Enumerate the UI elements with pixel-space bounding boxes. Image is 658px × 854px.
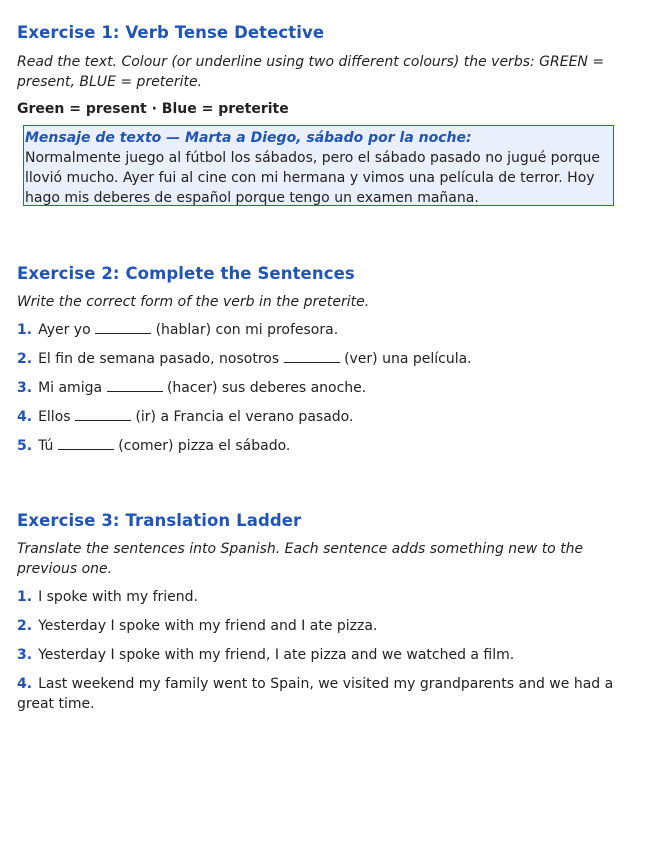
item-number: 3. bbox=[17, 380, 33, 396]
exercise-3-title: Exercise 3: Translation Ladder bbox=[17, 511, 302, 530]
exercise-3 bbox=[17, 510, 637, 714]
exercise-1 bbox=[17, 22, 637, 119]
list-item bbox=[17, 587, 637, 607]
answer-blank[interactable] bbox=[107, 379, 163, 392]
item-text: I spoke with my friend. bbox=[38, 589, 198, 605]
item-text-after: (ir) a Francia el verano pasado. bbox=[135, 409, 354, 425]
item-text-before: Ellos bbox=[38, 409, 71, 425]
item-text-before: Ayer yo bbox=[38, 322, 91, 338]
exercise-2-list bbox=[17, 320, 637, 456]
item-number: 3. bbox=[17, 647, 33, 663]
text-message-heading: Mensaje de texto — Marta a Diego, sábado por la noche: bbox=[25, 130, 472, 146]
item-number: 1. bbox=[17, 589, 33, 605]
item-number: 4. bbox=[17, 409, 33, 425]
answer-blank[interactable] bbox=[95, 321, 151, 334]
item-text-after: (hablar) con mi profesora. bbox=[155, 322, 339, 338]
list-item bbox=[17, 436, 637, 456]
exercise-1-title: Exercise 1: Verb Tense Detective bbox=[17, 23, 325, 42]
item-text-after: (ver) una película. bbox=[344, 351, 472, 367]
item-text-after: (hacer) sus deberes anoche. bbox=[166, 380, 367, 396]
exercise-2 bbox=[17, 263, 637, 456]
list-item bbox=[17, 378, 637, 398]
list-item bbox=[17, 320, 637, 340]
text-message-box bbox=[23, 125, 614, 206]
exercise-2-title: Exercise 2: Complete the Sentences bbox=[17, 264, 355, 283]
answer-blank[interactable] bbox=[75, 408, 131, 421]
answer-blank[interactable] bbox=[58, 437, 114, 450]
item-number: 2. bbox=[17, 351, 33, 367]
item-text-before: El fin de semana pasado, nosotros bbox=[38, 351, 280, 367]
exercise-2-instruction: Write the correct form of the verb in the preterite. bbox=[17, 294, 370, 310]
item-text: Yesterday I spoke with my friend, I ate pizza and we watched a film. bbox=[38, 647, 515, 663]
item-number: 2. bbox=[17, 618, 33, 634]
item-text-before: Tú bbox=[38, 438, 54, 454]
item-text-before: Mi amiga bbox=[38, 380, 103, 396]
item-number: 4. bbox=[17, 676, 33, 692]
list-item bbox=[17, 674, 637, 714]
text-message-body: Normalmente juego al fútbol los sábados, pero el sábado pasado no jugué porque llovió mucho. Ayer fui al cine con mi hermana y vimos una película de terror. Hoy hago mis deberes de español porque tengo un examen mañana. bbox=[25, 150, 601, 206]
item-text-after: (comer) pizza el sábado. bbox=[118, 438, 291, 454]
list-item bbox=[17, 407, 637, 427]
exercise-3-list bbox=[17, 587, 637, 714]
item-number: 1. bbox=[17, 322, 33, 338]
answer-blank[interactable] bbox=[284, 350, 340, 363]
item-text: Last weekend my family went to Spain, we visited my grandparents and we had a great time. bbox=[17, 676, 614, 712]
list-item bbox=[17, 645, 637, 665]
item-number: 5. bbox=[17, 438, 33, 454]
colour-key: Green = present · Blue = preterite bbox=[17, 101, 289, 117]
item-text: Yesterday I spoke with my friend and I ate pizza. bbox=[38, 618, 378, 634]
exercise-3-instruction: Translate the sentences into Spanish. Each sentence adds something new to the previous one. bbox=[17, 541, 584, 577]
list-item bbox=[17, 616, 637, 636]
exercise-1-instruction: Read the text. Colour (or underline using two different colours) the verbs: GREEN = present, BLUE = preterite. bbox=[17, 54, 605, 90]
list-item bbox=[17, 349, 637, 369]
